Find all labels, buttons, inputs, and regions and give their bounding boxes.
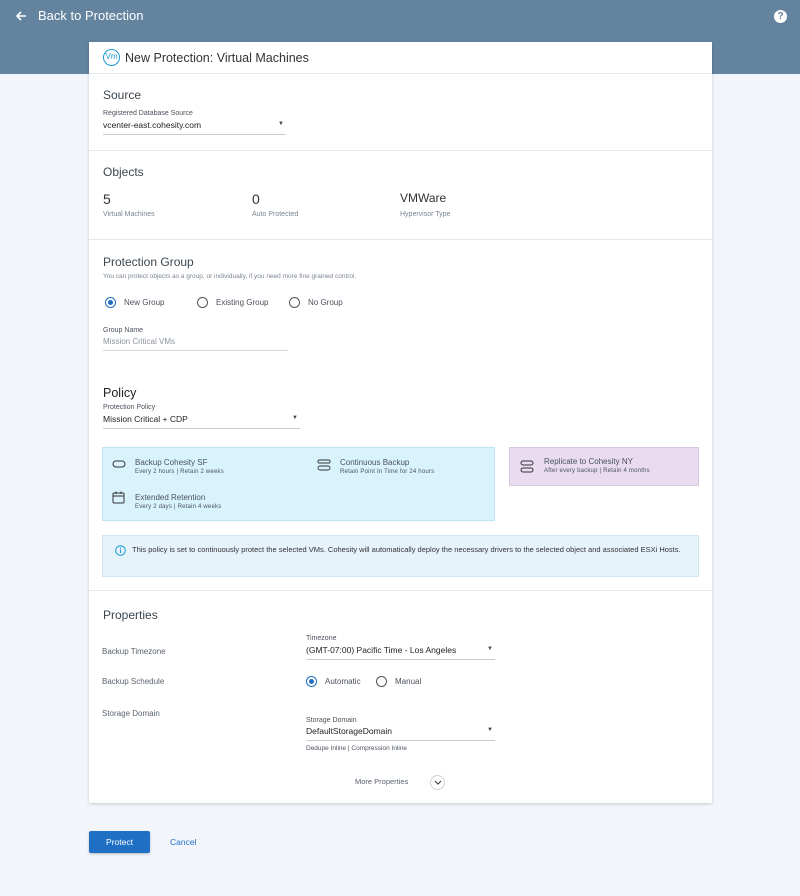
policy-item-extended xyxy=(135,493,221,510)
protection-card xyxy=(89,42,712,803)
replicate-item xyxy=(544,457,650,474)
radio-label: Manual xyxy=(395,677,422,686)
policy-value: Mission Critical + CDP xyxy=(103,414,188,424)
timezone-select[interactable] xyxy=(306,645,495,660)
source-select[interactable] xyxy=(103,120,286,135)
hypervisor-type: VMWare xyxy=(400,191,447,205)
timezone-field-label: Timezone xyxy=(306,635,337,642)
dropdown-caret-icon: ▼ xyxy=(487,646,493,652)
group-name-input[interactable]: Mission Critical VMs xyxy=(103,337,288,351)
cdp-icon xyxy=(317,459,331,471)
objects-section xyxy=(89,151,712,240)
storage-field-label: Storage Domain xyxy=(306,717,357,724)
radio-manual[interactable] xyxy=(376,676,421,687)
policy-item-title: Backup Cohesity SF xyxy=(135,458,208,467)
radio-label: No Group xyxy=(308,298,343,307)
replicate-subtitle: After every backup | Retain 4 months xyxy=(544,468,650,474)
replicate-box xyxy=(509,447,699,486)
chevron-down-icon xyxy=(434,780,442,786)
auto-protected-label: Auto Protected xyxy=(252,211,299,218)
replicate-icon xyxy=(520,460,534,474)
policy-select[interactable] xyxy=(103,414,300,429)
policy-summary-box xyxy=(102,447,495,521)
storage-domain-label: Storage Domain xyxy=(102,709,160,718)
protect-button[interactable]: Protect xyxy=(89,831,150,853)
policy-item-title: Continuous Backup xyxy=(340,458,410,467)
radio-label: Existing Group xyxy=(216,298,269,307)
cancel-button[interactable]: Cancel xyxy=(170,837,197,847)
radio-unselected-icon xyxy=(197,297,208,308)
protection-group-description: You can protect objects as a group, or individually, if you need more fine grained control. xyxy=(103,273,357,280)
properties-title: Properties xyxy=(103,608,158,622)
info-icon xyxy=(115,545,126,556)
radio-no-group[interactable] xyxy=(289,297,343,308)
radio-new-group[interactable] xyxy=(105,297,164,308)
timezone-value: (GMT-07:00) Pacific Time - Los Angeles xyxy=(306,645,457,655)
objects-title: Objects xyxy=(103,165,144,179)
card-header xyxy=(89,42,712,74)
backup-timezone-label: Backup Timezone xyxy=(102,647,166,656)
vm-icon: Vm xyxy=(103,49,120,66)
source-title: Source xyxy=(103,88,142,102)
dropdown-caret-icon: ▼ xyxy=(278,121,284,127)
storage-hint: Dedupe Inline | Compression Inline xyxy=(306,745,408,752)
more-properties-label[interactable]: More Properties xyxy=(355,777,409,786)
policy-field-label: Protection Policy xyxy=(103,404,156,411)
radio-selected-icon xyxy=(306,676,317,687)
radio-automatic[interactable] xyxy=(306,676,361,687)
backup-schedule-label: Backup Schedule xyxy=(102,677,165,686)
source-value: vcenter-east.cohesity.com xyxy=(103,120,202,130)
policy-item-backup xyxy=(135,458,224,475)
page-title: New Protection: Virtual Machines xyxy=(125,50,309,65)
protection-group-title: Protection Group xyxy=(103,255,194,269)
hypervisor-type-label: Hypervisor Type xyxy=(400,211,451,218)
auto-protected-count: 0 xyxy=(252,191,260,207)
back-to-protection-link[interactable] xyxy=(14,8,144,23)
policy-item-subtitle: Every 2 hours | Retain 2 weeks xyxy=(135,469,224,475)
policy-info-text: This policy is set to continuously protect the selected VMs. Cohesity will automatically deploy the necessary drivers to the selected object and associated ESXi Hosts. xyxy=(132,545,681,554)
radio-unselected-icon xyxy=(289,297,300,308)
policy-title: Policy xyxy=(103,386,137,400)
policy-item-continuous xyxy=(340,458,434,475)
vm-count: 5 xyxy=(103,191,111,207)
arrow-left-icon xyxy=(14,9,28,23)
policy-item-subtitle: Every 2 days | Retain 4 weeks xyxy=(135,504,222,510)
radio-unselected-icon xyxy=(376,676,387,687)
radio-label: New Group xyxy=(124,298,165,307)
dropdown-caret-icon: ▼ xyxy=(487,727,493,733)
storage-domain-select[interactable] xyxy=(306,726,495,741)
dropdown-caret-icon: ▼ xyxy=(292,415,298,421)
source-field-label: Registered Database Source xyxy=(103,110,193,117)
policy-item-subtitle: Retain Point In Time for 24 hours xyxy=(340,469,435,475)
more-properties-button[interactable] xyxy=(430,775,445,790)
vm-count-label: Virtual Machines xyxy=(103,211,155,218)
policy-item-title: Extended Retention xyxy=(135,493,206,502)
replicate-title: Replicate to Cohesity NY xyxy=(544,457,633,466)
source-section xyxy=(89,74,712,151)
storage-icon xyxy=(112,460,126,468)
help-icon[interactable]: ? xyxy=(774,10,787,23)
policy-info-banner xyxy=(102,535,699,577)
storage-value: DefaultStorageDomain xyxy=(306,726,392,736)
radio-label: Automatic xyxy=(325,677,361,686)
radio-existing-group[interactable] xyxy=(197,297,268,308)
back-label: Back to Protection xyxy=(38,8,144,23)
calendar-icon xyxy=(112,491,125,504)
group-name-label: Group Name xyxy=(103,327,144,334)
radio-selected-icon xyxy=(105,297,116,308)
